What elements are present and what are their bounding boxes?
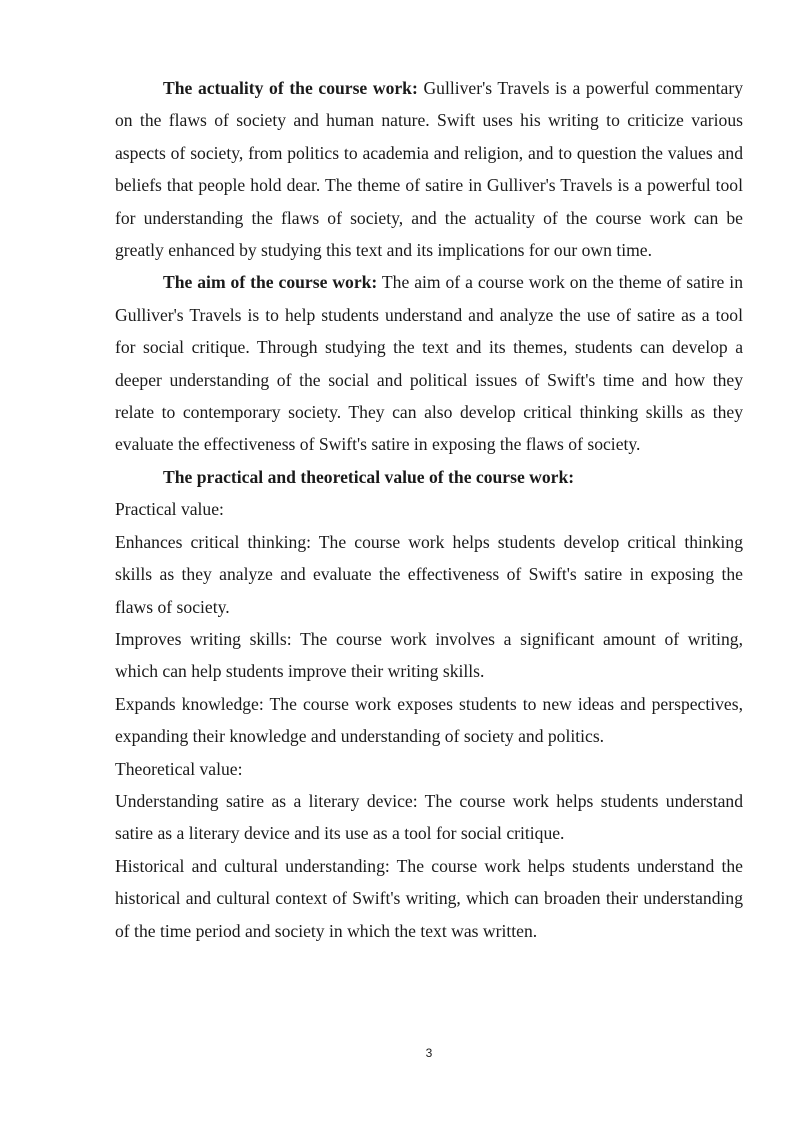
practical-value-label: Practical value:: [115, 499, 224, 520]
actuality-paragraph: [115, 72, 743, 266]
practical-item-knowledge: Expands knowledge: The course work exposes students to new ideas and perspectives, expanding their knowledge and understanding of society and politics.: [115, 693, 743, 747]
actuality-text: Gulliver's Travels is a powerful commentary on the flaws of society and human nature. Swift uses his writing to criticize various aspects of society, from politics to academia and religion, and to question the values and beliefs that people hold dear. The theme of satire in Gulliver's Travels is a powerful tool for understanding the flaws of society, and the actuality of the course work can be greatly enhanced by studying this text and its implications for our own time.: [115, 78, 743, 261]
theoretical-value-label: Theoretical value:: [115, 758, 243, 779]
actuality-heading: The actuality of the course work:: [163, 78, 418, 98]
practical-item-critical-thinking: Enhances critical thinking: The course work helps students develop critical thinking skills as they analyze and evaluate the effectiveness of Swift's satire in exposing the flaws of society.: [115, 531, 743, 617]
body-text: [115, 72, 743, 947]
practical-item-writing-skills: Improves writing skills: The course work involves a significant amount of writing, which can help students improve their writing skills.: [115, 628, 743, 682]
value-heading-paragraph: [115, 461, 743, 493]
value-heading: The practical and theoretical value of the course work:: [163, 466, 575, 487]
theoretical-item-historical: Historical and cultural understanding: The course work helps students understand the historical and cultural context of Swift's writing, which can broaden their understanding of the time period and society in which the text was written.: [115, 855, 743, 941]
page-number: 3: [425, 1046, 433, 1060]
theoretical-item-satire: Understanding satire as a literary device: The course work helps students understand satire as a literary device and its use as a tool for social critique.: [115, 790, 743, 844]
aim-text: The aim of a course work on the theme of satire in Gulliver's Travels is to help students understand and analyze the use of satire as a tool for social critique. Through studying the text and its themes, students can develop a deeper understanding of the social and political issues of Swift's time and how they relate to contemporary society. They can also develop critical thinking skills as they evaluate the effectiveness of Swift's satire in exposing the flaws of society.: [115, 272, 743, 455]
aim-paragraph: [115, 266, 743, 460]
aim-heading: The aim of the course work:: [163, 272, 378, 293]
